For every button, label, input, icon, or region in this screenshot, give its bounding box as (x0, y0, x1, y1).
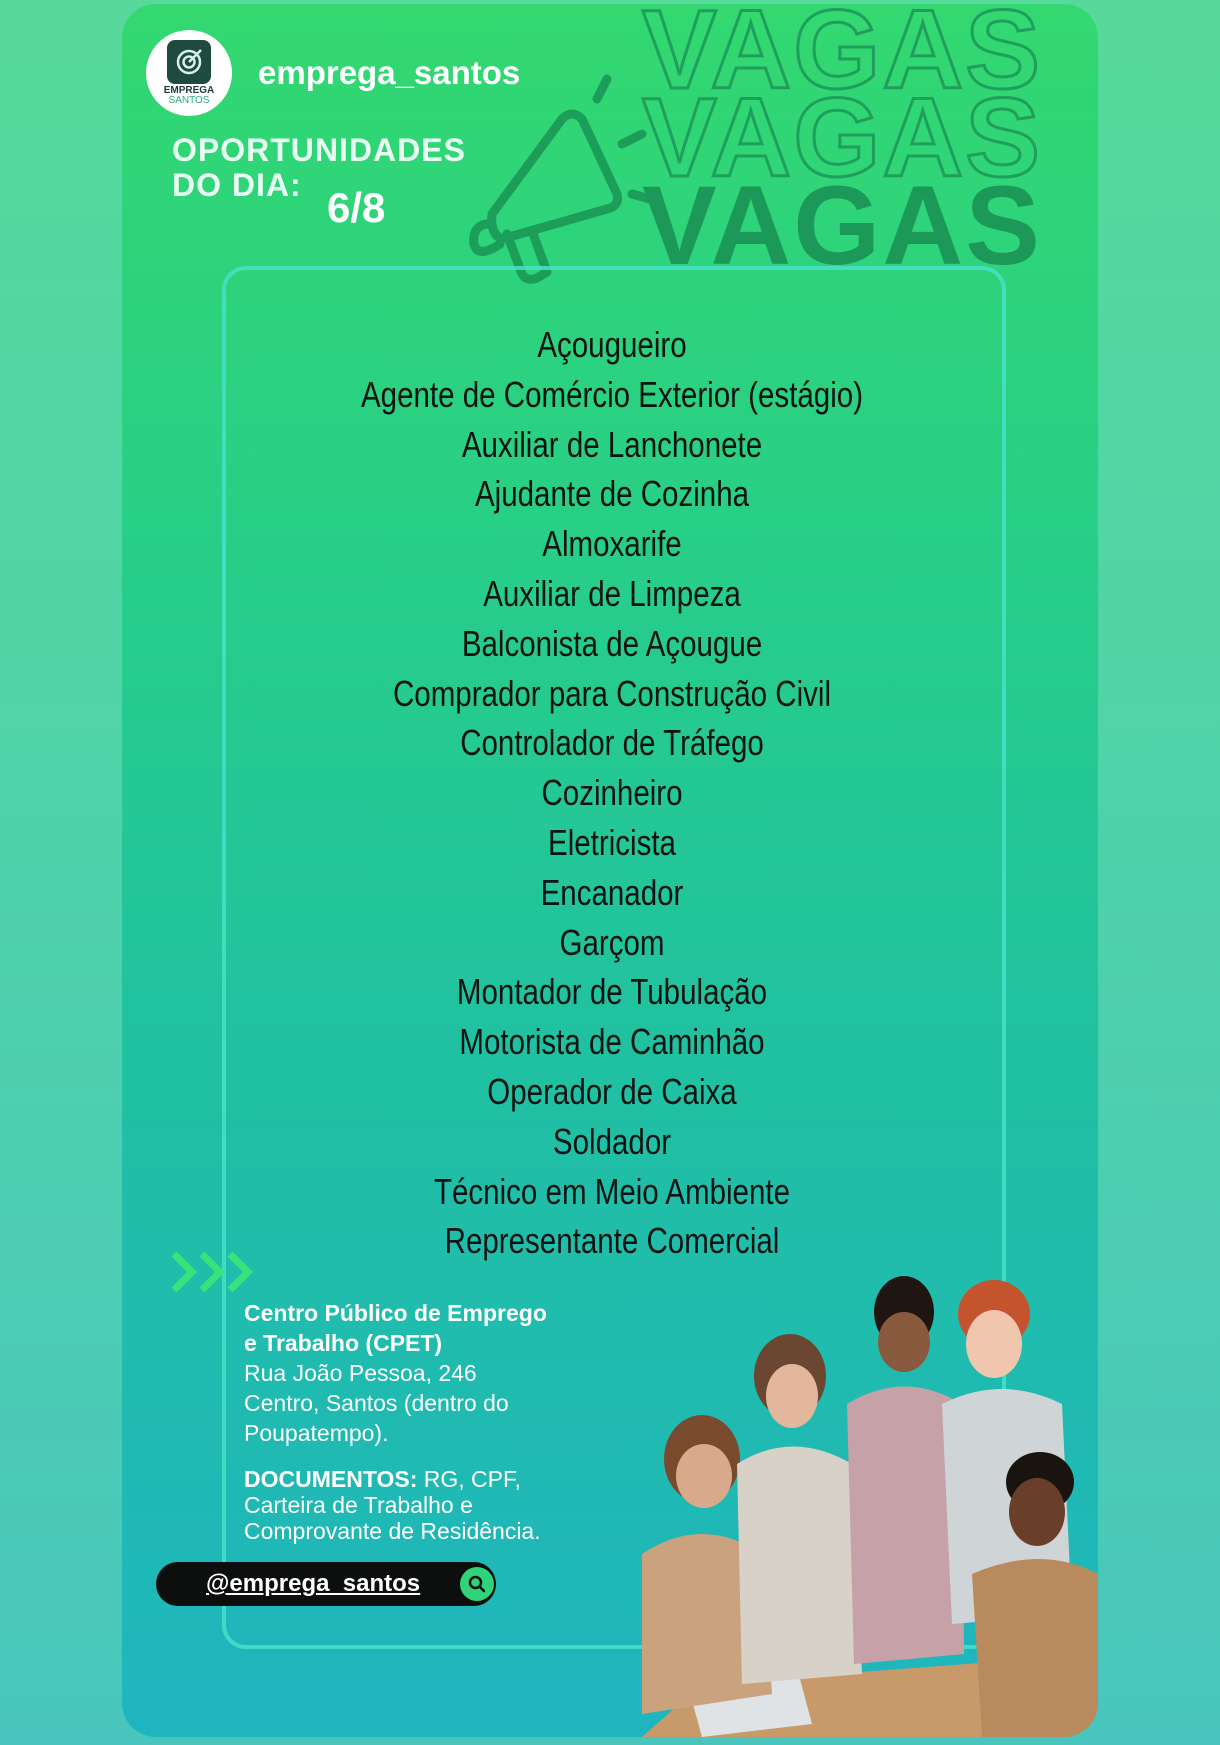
search-icon[interactable] (460, 1567, 494, 1601)
vagas-word-1: VAGAS (642, 4, 1042, 112)
chevrons-right-icon (170, 1248, 260, 1301)
list-item: Auxiliar de Lanchonete (461, 423, 763, 465)
headline (172, 132, 466, 231)
team-photo (642, 1254, 1098, 1737)
target-logo-icon (167, 40, 211, 84)
list-item: Balconista de Açougue (461, 622, 763, 664)
vagas-word-2: VAGAS (642, 75, 1042, 200)
headline-date: 6/8 (327, 184, 386, 231)
handle-pill[interactable] (156, 1562, 496, 1606)
address-line1: Rua João Pessoa, 246 (244, 1360, 477, 1386)
list-item: Ajudante de Cozinha (474, 473, 750, 515)
documents-label: DOCUMENTOS: (244, 1466, 418, 1492)
documents-line2: Carteira de Trabalho e (244, 1492, 473, 1518)
logo-text-bottom: SANTOS (168, 95, 210, 106)
address-line3: Poupatempo). (244, 1420, 389, 1446)
list-item: Comprador para Construção Civil (392, 672, 832, 714)
documents-line1: RG, CPF, (417, 1466, 521, 1492)
list-item: Soldador (552, 1120, 672, 1162)
list-item: Auxiliar de Limpeza (483, 572, 741, 614)
list-item: Açougueiro (537, 324, 687, 365)
list-item: Operador de Caixa (487, 1070, 737, 1112)
job-list (222, 320, 1002, 1266)
list-item: Encanador (540, 871, 684, 913)
address-line2: Centro, Santos (dentro do (244, 1390, 509, 1416)
avatar[interactable] (146, 30, 232, 116)
headline-line2: DO DIA: (172, 167, 302, 203)
org-name-line1: Centro Público de Emprego (244, 1300, 547, 1326)
location-info (244, 1298, 604, 1544)
list-item: Eletricista (548, 821, 676, 863)
list-item: Cozinheiro (541, 772, 683, 814)
list-item: Motorista de Caminhão (459, 1021, 765, 1063)
list-item: Garçom (559, 921, 665, 963)
list-item: Representante Comercial (444, 1220, 780, 1262)
list-item: Controlador de Tráfego (460, 722, 764, 764)
story-card (122, 4, 1098, 1737)
org-name-line2: e Trabalho (CPET) (244, 1330, 443, 1356)
documents-block (244, 1466, 604, 1544)
list-item: Técnico em Meio Ambiente (433, 1170, 791, 1212)
headline-line1: OPORTUNIDADES (172, 132, 466, 168)
list-item: Agente de Comércio Exterior (estágio) (360, 373, 864, 415)
profile-username[interactable]: empregа_santos (258, 54, 521, 91)
documents-line3: Comprovante de Residência. (244, 1518, 541, 1544)
logo-text-top: EMPREGA (163, 85, 215, 96)
handle-text[interactable]: @emprega_santos (206, 1570, 421, 1597)
vagas-banner (642, 4, 1098, 288)
list-item: Montador de Tubulação (456, 971, 768, 1013)
list-item: Almoxarife (542, 523, 682, 565)
vagas-word-3: VAGAS (642, 163, 1042, 288)
